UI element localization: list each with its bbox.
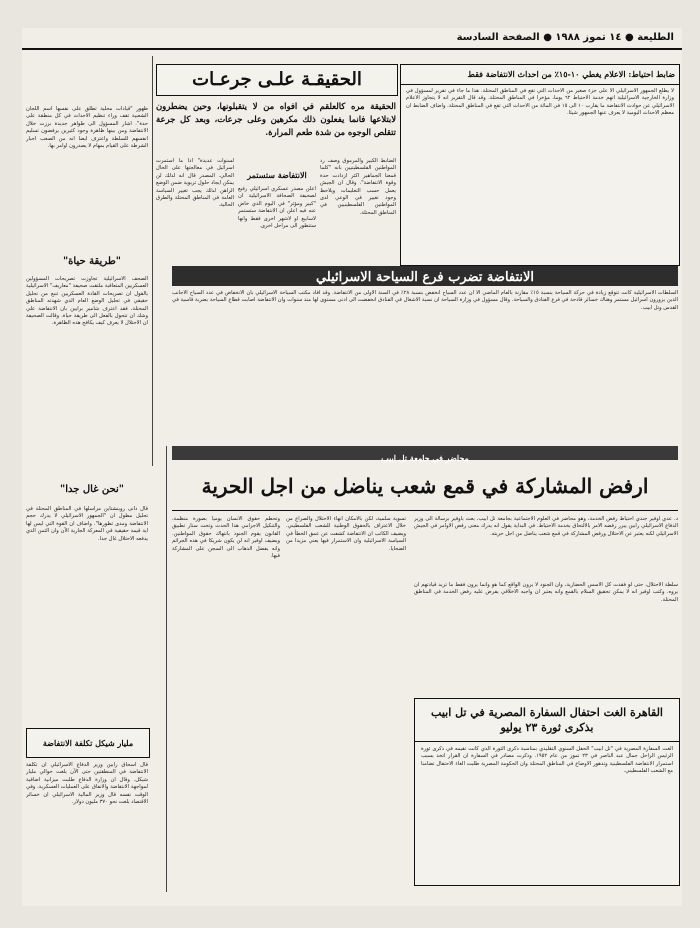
lecture-col3: تسوية سلمية، لكن بالامكان انهاء الاحتلال والصراع من خلال الاعتراف بالحقوق الوطنية للشعب الفلسطيني. ويضيف الكاتب ان الانتفاضة كشفت عن عمق الخطأ في السياسة الاسرائيلية وان الاستمرار فيها يعني مزيدا من الضحايا. (286, 516, 406, 552)
truth-article-headline: الحقيقـة علـى جرعـات (192, 69, 362, 90)
lecture-col4: وتحطم حقوق الانسان يوميا بصورة منظمة، والتنكيل الاجرامي هذا الحدث وتحت ستار تطبيق القانون يقوم الجنود بانتهاك حقوق المواطنين. ويضيف اوفير انه لن يكون شريكا في هذه الجرائم وانه يفضل الذهاب الى السجن على المشاركة فيها. (172, 516, 280, 560)
left-heading-too-expensive: "نحن غال جدا" (60, 484, 124, 495)
truth-article-headline-box (156, 64, 398, 96)
truth-article-col2: اعلن مصدر عسكري اسرائيلي رفيع لصحيفة الصحافة الاسرائيلية ان "كبير ومؤثر" في اليوم الذي خاض عنه فيه اعلن ان الانتفاضة ستستمر لاسابيع او لاشهر اخرى فقط وانها ستتطور الى مراحل اخرى. (238, 186, 316, 230)
lecture-banner-text: محاضر في جامعة تل ابيب (381, 453, 469, 463)
tourism-headline-banner (172, 266, 678, 286)
page-header: الطليعة ● ١٤ تموز ١٩٨٨ ● الصفحة السادسة (22, 28, 682, 50)
truth-article-col3-visible: الضابط الكبير والمرموق وصف رد المواطنين الفلسطينيين بانه "كلما قمعنا الجماهير اكثر ازدادت حدة وقوة الانتفاضة". وقال ان الجيش يعمل حسب التعليمات ويلاحظ وجود تغيير في الوعي لدى المواطنين الفلسطينيين في المناطق المحتلة. (320, 158, 396, 216)
lecture-col2: سلطة الاحتلال، حتى لو فقدت كل الاسس الحضارية، وان الجنود لا يرون الواقع كما هو وانما يرون فقط ما تريد قيادتهم ان يروه. وكتب اوفير انه لا يمكن تحقيق السلام بالقمع وانه يعتبر ان واجبه الاخلاقي يفرض عليه رفض الخدمة في المناطق المحتلة. (414, 582, 678, 603)
lecture-banner (172, 446, 678, 463)
left-column-bottom-text: قال دانى روبنشتاين مراسلها في المناطق المحتلة في تحليل مطول ان "الجمهور الاسرائيلي لا يدرك حجم الانتفاضة ومدى تطورها". واضاف ان القوة التي ليس لها اية قيمة حقيقية في المعركة الجارية الآن وان الثمن الذي يدفعه الاحتلال غال جدا. (26, 506, 148, 542)
left-heading-way-of-life: "طريقة حياة" (62, 256, 122, 267)
cost-text: قال اسحاق رابين وزير الدفاع الاسرائيلي ان تكلفة الانتفاضة في المنطقتين حتى الآن بلغت حوالي مليار شيكل. وقال ان وزارة الدفاع طلبت ميزانية اضافية لمواجهة الانتفاضة والانفاق على العمليات العسكرية. وفي الوقت نفسه قال وزير المالية الاسرائيلي ان خسائر الاقتصاد بلغت نحو ٣٧٠ مليون دولار. (26, 762, 148, 806)
truth-article-subhead: الحقيقة مره كالعلقم في افواه من لا يتقبلونها، وحين يضطرون لابتلاعها فانما يفعلون ذلك مكرهين وعلى جرعات، وبعد كل جرعة تتقلص الوجوه من شدة طعم المرارة. (156, 101, 396, 137)
tourism-headline: الانتفاضة تضرب فرع السياحة الاسرائيلي (315, 270, 535, 285)
cost-heading: مليار شيكل تكلفة الانتفاضة (42, 738, 134, 748)
left-column-top-text: ظهور "قيادات محلية تطلق على نفسها اسم اللجان الشعبية تقف وراء تنظيم الاحداث في كل منطقة على حدة". اشار المسؤول الى ظواهر جديدة برزت خلال الانتفاضة ومن بينها ظاهرة وجود كثيرين يرفضون تسليم انفسهم للسلطة واعترف ايضا انه من الصعب اجبار الشرطة على القيام بمهام لا يصدرون اوامر بها. (26, 106, 148, 150)
truth-article-box-heading: الانتفاضة ستستمر (247, 170, 307, 180)
officer-box-heading: ضابط احتياط: الاعلام يغطي ١٠-١٥٪ من احداث الانتفاضة فقط (401, 65, 679, 85)
officer-box-text: لا يطلع الجمهور الاسرائيلي الا على جزء صغير من الاحداث التي تقع في المناطق المحتلة. هذا ما جاء في تقرير لمسؤول في وزارة الخارجية الاسرائيلية اتهم خدمة الاحتياط ٦٢ يوما، مؤخرا في المناطق المحتلة. وقد قال التقرير انه لا يتجاوز الاعلام الاسرائيلي عن حوادث الانتفاضة ما يقارب ١٠ الى ١٥ في المائة من الاحداث التي تقع في المناطق المحتلة. واضاف الضابط ان معظم الاحداث اليومية لا يعرف عنها الجمهور شيئا. (406, 88, 674, 117)
newspaper-page (22, 28, 682, 906)
cairo-box-heading: القاهرة الغت احتفال السفارة المصرية في تل ابيب بذكرى ثورة ٢٣ يوليو (415, 699, 679, 742)
truth-article-col1: لسنوات عديدة" اذا ما استمرت اسرائيل في معالجتها على الحال الحالي. المصدر قال انه لذلك لن يمكن ايجاد حلول تربوية ضمن الوضع الراهن لذلك يجب تغيير السياسة العامة في المناطق المحتلة والطرق الحالية. (156, 158, 234, 209)
lecture-headline: ارفض المشاركة في قمع شعب يناضل من اجل الحرية (201, 474, 649, 498)
cost-heading-box (26, 728, 150, 758)
cairo-box (414, 698, 680, 886)
officer-box (400, 64, 680, 266)
lecture-col1: د. عدي اوفير جندي احتياط رفض الخدمة، وهو محاضر في العلوم الاجتماعية بجامعة تل ابيب، بعث باوفير برسالة الى وزير الدفاع الاسرائيلي رابين يبرر رفضه الامر بالالتحاق بخدمة الاحتياط. في البداية يقول انه يدرك معنى رفض الاوامر في الجيش الاسرائيلي لكنه يعتبر عن الاحتلال ورفض المشاركة في قمع شعب يناضل من اجل حريته. (414, 516, 678, 537)
tourism-article-text: السلطات الاسرائيلية كانت تتوقع زيادة في حركة السياحة بنسبة ١٥٪ مقارنة بالعام الماضي الا ان عدد السياح انخفض بنسبة ٢٨٪ في السنة الاولى من الانتفاضة. وقد افاد مكتب السياحة الاسرائيلي بان الانخفاض في عدد السياح الاجانب الذين يزورون اسرائيل مستمر وهناك خسائر فادحة في فرع الفنادق والسياحة. وقال مسؤول في وزارة السياحة ان نسبة الاشغال في الفنادق انخفضت الى ادنى مستوى لها منذ سنوات وان الانتفاضة اصابت قطاع السياحة بضربة قاسية في القدس وتل ابيب. (172, 290, 678, 311)
cairo-box-text: الغت السفارة المصرية في "تل ابيب" الحفل السنوي التقليدي بمناسبة ذكرى الثورة الذي كانت تقيمه في ذكرى ثورة الرئيس الراحل جمال عبد الناصر في ٢٣ تموز من عام ١٩٥٢. وذكرت مصادر في السفارة ان القرار اتخذ بسبب استمرار الانتفاضة الفلسطينية وتدهور الاوضاع في المناطق المحتلة وان الحكومة المصرية طلبت الغاء الاحتفال تضامنا مع الشعب الفلسطيني. (421, 746, 673, 775)
left-column-mid-text: الصحف الاسرائيلية تجاوزت تصريحات المسؤولين العسكريين المتعاقبة ملتقت صحيفة "معاريف" الاسرائيلية بالقول ان تصريحات القادة العسكريين تنبع من تحليل حقيقي في تحليل الوضع العام الذي شهدته المناطق المحتلة، فقد اعترف شامير برايين بان الانتفاضة علي وشك ان تتحول بالفعل الى طريقة حياة. وقالت الصحيفة ان الاحتلال لا يعرف كيف يكافح هذه الظاهرة. (26, 276, 148, 327)
